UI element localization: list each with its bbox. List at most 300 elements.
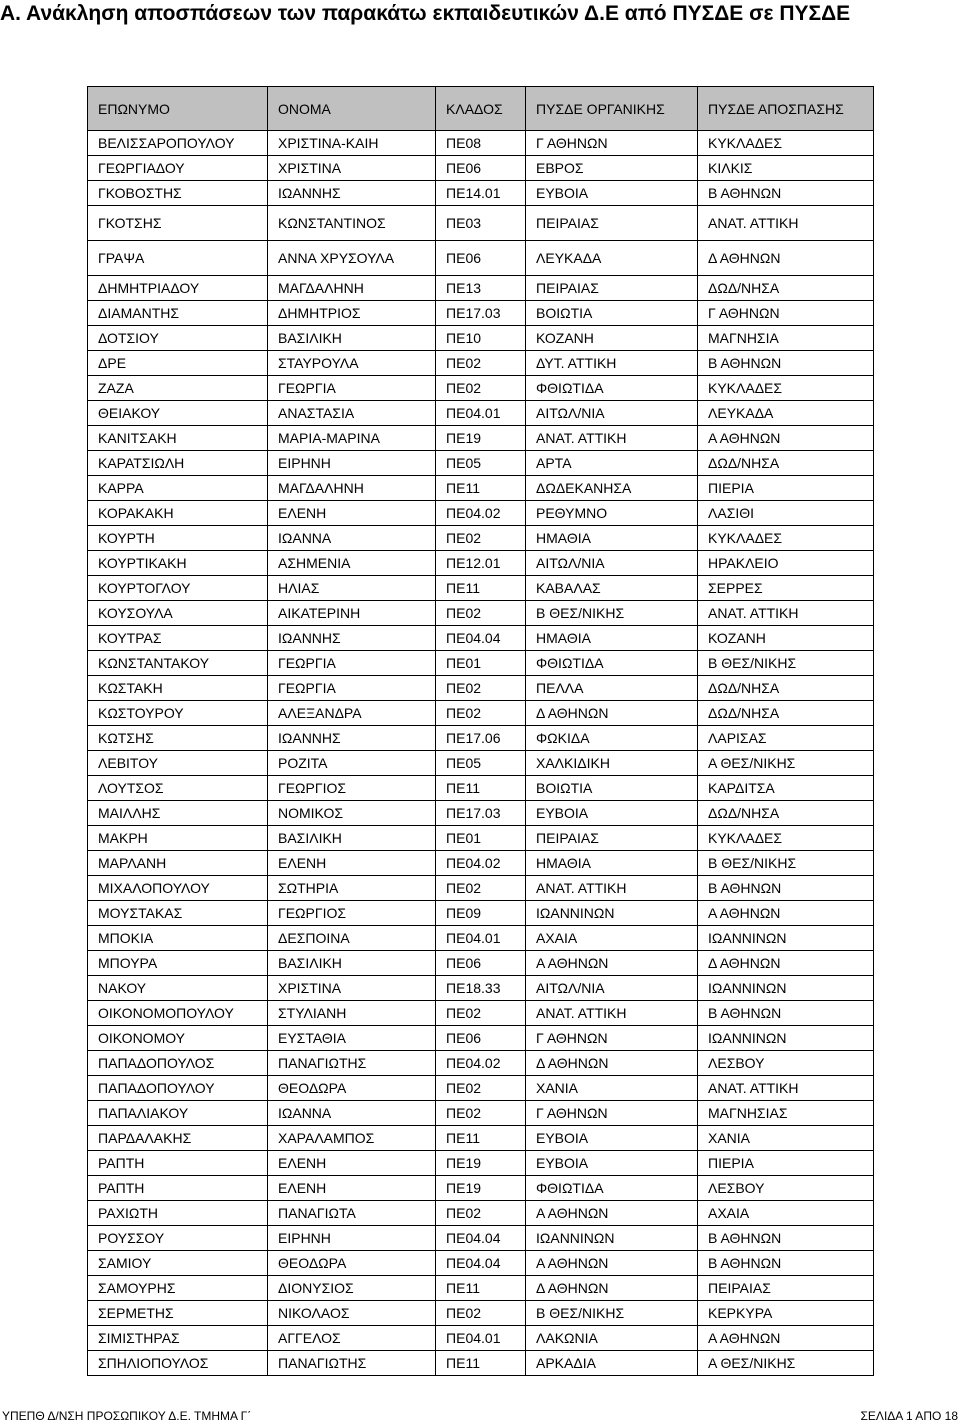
cell-surname: ΚΩΝΣΤΑΝΤΑΚΟΥ — [88, 651, 268, 676]
cell-secondment-council: ΚΥΚΛΑΔΕΣ — [698, 526, 874, 551]
cell-secondment-council: Δ ΑΘΗΝΩΝ — [698, 951, 874, 976]
table-row — [88, 156, 874, 181]
cell-origin-council: ΔΥΤ. ΑΤΤΙΚΗ — [526, 351, 698, 376]
cell-specialty: ΠΕ11 — [436, 1351, 526, 1376]
cell-surname: ΒΕΛΙΣΣΑΡΟΠΟΥΛΟΥ — [88, 131, 268, 156]
cell-secondment-council: ΠΙΕΡΙΑ — [698, 476, 874, 501]
cell-surname: ΚΑΡΑΤΣΙΩΛΗ — [88, 451, 268, 476]
table-row — [88, 976, 874, 1001]
table-row — [88, 726, 874, 751]
cell-secondment-council: ΔΩΔ/ΝΗΣΑ — [698, 801, 874, 826]
cell-first-name: ΠΑΝΑΓΙΩΤΗΣ — [268, 1351, 436, 1376]
cell-secondment-council: ΑΧΑΙΑ — [698, 1201, 874, 1226]
cell-surname: ΚΩΤΣΗΣ — [88, 726, 268, 751]
cell-surname: ΓΚΟΤΣΗΣ — [88, 206, 268, 241]
cell-specialty: ΠΕ06 — [436, 951, 526, 976]
cell-surname: ΜΑΙΛΛΗΣ — [88, 801, 268, 826]
cell-surname: ΛΕΒΙΤΟΥ — [88, 751, 268, 776]
cell-first-name: ΝΟΜΙΚΟΣ — [268, 801, 436, 826]
cell-specialty: ΠΕ06 — [436, 156, 526, 181]
cell-specialty: ΠΕ02 — [436, 1001, 526, 1026]
cell-specialty: ΠΕ04.02 — [436, 1051, 526, 1076]
cell-surname: ΚΩΣΤΟΥΡΟΥ — [88, 701, 268, 726]
cell-first-name: ΣΤΥΛΙΑΝΗ — [268, 1001, 436, 1026]
cell-secondment-council: Δ ΑΘΗΝΩΝ — [698, 241, 874, 276]
cell-origin-council: ΑΡΤΑ — [526, 451, 698, 476]
table-row — [88, 826, 874, 851]
cell-secondment-council: ΚΥΚΛΑΔΕΣ — [698, 131, 874, 156]
cell-origin-council: Δ ΑΘΗΝΩΝ — [526, 701, 698, 726]
cell-specialty: ΠΕ04.01 — [436, 401, 526, 426]
cell-origin-council: ΧΑΝΙΑ — [526, 1076, 698, 1101]
cell-origin-council: ΑΝΑΤ. ΑΤΤΙΚΗ — [526, 876, 698, 901]
cell-secondment-council: Α ΘΕΣ/ΝΙΚΗΣ — [698, 751, 874, 776]
cell-secondment-council: ΑΝΑΤ. ΑΤΤΙΚΗ — [698, 601, 874, 626]
cell-specialty: ΠΕ02 — [436, 376, 526, 401]
cell-origin-council: ΑΝΑΤ. ΑΤΤΙΚΗ — [526, 426, 698, 451]
cell-specialty: ΠΕ09 — [436, 901, 526, 926]
cell-first-name: ΜΑΡΙΑ-ΜΑΡΙΝΑ — [268, 426, 436, 451]
cell-specialty: ΠΕ11 — [436, 476, 526, 501]
cell-secondment-council: ΛΑΡΙΣΑΣ — [698, 726, 874, 751]
cell-surname: ΔΡΕ — [88, 351, 268, 376]
cell-first-name: ΧΑΡΑΛΑΜΠΟΣ — [268, 1126, 436, 1151]
table-row — [88, 401, 874, 426]
cell-specialty: ΠΕ14.01 — [436, 181, 526, 206]
cell-specialty: ΠΕ04.02 — [436, 501, 526, 526]
cell-first-name: ΡΟΖΙΤΑ — [268, 751, 436, 776]
cell-surname: ΜΠΟΥΡΑ — [88, 951, 268, 976]
cell-origin-council: ΒΟΙΩΤΙΑ — [526, 776, 698, 801]
cell-surname: ΔΙΑΜΑΝΤΗΣ — [88, 301, 268, 326]
cell-secondment-council: ΣΕΡΡΕΣ — [698, 576, 874, 601]
cell-first-name: ΑΝΑΣΤΑΣΙΑ — [268, 401, 436, 426]
cell-first-name: ΓΕΩΡΓΙΑ — [268, 676, 436, 701]
cell-specialty: ΠΕ08 — [436, 131, 526, 156]
cell-origin-council: ΕΒΡΟΣ — [526, 156, 698, 181]
cell-origin-council: ΠΕΙΡΑΙΑΣ — [526, 826, 698, 851]
cell-specialty: ΠΕ02 — [436, 676, 526, 701]
cell-specialty: ΠΕ19 — [436, 1176, 526, 1201]
table-row — [88, 651, 874, 676]
table-row — [88, 1126, 874, 1151]
cell-first-name: ΙΩΑΝΝΑ — [268, 526, 436, 551]
cell-surname: ΘΕΙΑΚΟΥ — [88, 401, 268, 426]
cell-first-name: ΜΑΓΔΑΛΗΝΗ — [268, 276, 436, 301]
cell-first-name: ΔΙΟΝΥΣΙΟΣ — [268, 1276, 436, 1301]
cell-first-name: ΧΡΙΣΤΙΝΑ — [268, 156, 436, 181]
cell-origin-council: Β ΘΕΣ/ΝΙΚΗΣ — [526, 1301, 698, 1326]
cell-specialty: ΠΕ06 — [436, 241, 526, 276]
cell-origin-council: ΠΕΛΛΑ — [526, 676, 698, 701]
cell-surname: ΜΙΧΑΛΟΠΟΥΛΟΥ — [88, 876, 268, 901]
cell-specialty: ΠΕ02 — [436, 701, 526, 726]
cell-surname: ΠΑΠΑΛΙΑΚΟΥ — [88, 1101, 268, 1126]
cell-specialty: ΠΕ06 — [436, 1026, 526, 1051]
cell-secondment-council: Β ΑΘΗΝΩΝ — [698, 876, 874, 901]
cell-origin-council: Γ ΑΘΗΝΩΝ — [526, 1101, 698, 1126]
cell-specialty: ΠΕ17.03 — [436, 301, 526, 326]
cell-first-name: ΙΩΑΝΝΑ — [268, 1101, 436, 1126]
cell-surname: ΡΑΠΤΗ — [88, 1176, 268, 1201]
cell-surname: ΓΡΑΨΑ — [88, 241, 268, 276]
cell-specialty: ΠΕ04.01 — [436, 926, 526, 951]
cell-origin-council: ΦΘΙΩΤΙΔΑ — [526, 376, 698, 401]
cell-first-name: ΕΛΕΝΗ — [268, 501, 436, 526]
cell-specialty: ΠΕ19 — [436, 426, 526, 451]
cell-secondment-council: ΧΑΝΙΑ — [698, 1126, 874, 1151]
table-row — [88, 476, 874, 501]
cell-specialty: ΠΕ12.01 — [436, 551, 526, 576]
cell-origin-council: ΦΘΙΩΤΙΔΑ — [526, 1176, 698, 1201]
cell-origin-council: ΕΥΒΟΙΑ — [526, 801, 698, 826]
table-row — [88, 1051, 874, 1076]
cell-secondment-council: ΔΩΔ/ΝΗΣΑ — [698, 276, 874, 301]
table-row — [88, 131, 874, 156]
cell-secondment-council: ΛΕΣΒΟΥ — [698, 1051, 874, 1076]
cell-origin-council: ΡΕΘΥΜΝΟ — [526, 501, 698, 526]
table-row — [88, 951, 874, 976]
cell-surname: ΚΟΥΡΤΗ — [88, 526, 268, 551]
cell-secondment-council: Α ΑΘΗΝΩΝ — [698, 426, 874, 451]
table-row — [88, 501, 874, 526]
table-row — [88, 926, 874, 951]
cell-surname: ΓΕΩΡΓΙΑΔΟΥ — [88, 156, 268, 181]
footer-department: ΥΠΕΠΘ Δ/ΝΣΗ ΠΡΟΣΩΠΙΚΟΥ Δ.Ε. ΤΜΗΜΑ Γ΄ — [2, 1409, 252, 1423]
cell-surname: ΟΙΚΟΝΟΜΟΥ — [88, 1026, 268, 1051]
table-row — [88, 426, 874, 451]
cell-specialty: ΠΕ05 — [436, 451, 526, 476]
cell-secondment-council: ΚΕΡΚΥΡΑ — [698, 1301, 874, 1326]
cell-secondment-council: ΚΟΖΑΝΗ — [698, 626, 874, 651]
cell-specialty: ΠΕ13 — [436, 276, 526, 301]
cell-origin-council: ΑΧΑΙΑ — [526, 926, 698, 951]
cell-origin-council: ΗΜΑΘΙΑ — [526, 626, 698, 651]
cell-origin-council: Α ΑΘΗΝΩΝ — [526, 1251, 698, 1276]
table-row — [88, 701, 874, 726]
cell-first-name: ΜΑΓΔΑΛΗΝΗ — [268, 476, 436, 501]
cell-surname: ΚΩΣΤΑΚΗ — [88, 676, 268, 701]
cell-surname: ΡΑΧΙΩΤΗ — [88, 1201, 268, 1226]
cell-secondment-council: Β ΑΘΗΝΩΝ — [698, 1251, 874, 1276]
cell-specialty: ΠΕ04.04 — [436, 1226, 526, 1251]
cell-secondment-council: Β ΑΘΗΝΩΝ — [698, 181, 874, 206]
cell-first-name: ΑΓΓΕΛΟΣ — [268, 1326, 436, 1351]
cell-specialty: ΠΕ17.06 — [436, 726, 526, 751]
cell-surname: ΣΙΜΙΣΤΗΡΑΣ — [88, 1326, 268, 1351]
cell-secondment-council: ΚΥΚΛΑΔΕΣ — [698, 376, 874, 401]
cell-origin-council: ΠΕΙΡΑΙΑΣ — [526, 206, 698, 241]
cell-origin-council: ΙΩΑΝΝΙΝΩΝ — [526, 901, 698, 926]
cell-first-name: ΧΡΙΣΤΙΝΑ — [268, 976, 436, 1001]
table-row — [88, 241, 874, 276]
cell-first-name: ΕΙΡΗΝΗ — [268, 1226, 436, 1251]
cell-surname: ΜΑΡΛΑΝΗ — [88, 851, 268, 876]
header-origin-council: ΠΥΣΔΕ ΟΡΓΑΝΙΚΗΣ — [526, 87, 698, 131]
cell-surname: ΡΟΥΣΣΟΥ — [88, 1226, 268, 1251]
cell-origin-council: ΦΩΚΙΔΑ — [526, 726, 698, 751]
cell-surname: ΣΠΗΛΙΟΠΟΥΛΟΣ — [88, 1351, 268, 1376]
cell-origin-council: ΑΙΤΩΛ/ΝΙΑ — [526, 551, 698, 576]
header-surname: ΕΠΩΝΥΜΟ — [88, 87, 268, 131]
table-row — [88, 451, 874, 476]
cell-first-name: ΚΩΝΣΤΑΝΤΙΝΟΣ — [268, 206, 436, 241]
footer-page-number: ΣΕΛΙΔΑ 1 ΑΠΟ 18 — [860, 1409, 958, 1423]
cell-secondment-council: ΗΡΑΚΛΕΙΟ — [698, 551, 874, 576]
cell-surname: ΚΑΝΙΤΣΑΚΗ — [88, 426, 268, 451]
cell-secondment-council: ΔΩΔ/ΝΗΣΑ — [698, 701, 874, 726]
table-row — [88, 876, 874, 901]
cell-specialty: ΠΕ02 — [436, 1201, 526, 1226]
cell-specialty: ΠΕ05 — [436, 751, 526, 776]
cell-first-name: ΠΑΝΑΓΙΩΤΗΣ — [268, 1051, 436, 1076]
cell-first-name: ΕΛΕΝΗ — [268, 851, 436, 876]
cell-first-name: ΘΕΟΔΩΡΑ — [268, 1251, 436, 1276]
cell-first-name: ΑΙΚΑΤΕΡΙΝΗ — [268, 601, 436, 626]
cell-secondment-council: ΚΥΚΛΑΔΕΣ — [698, 826, 874, 851]
cell-origin-council: Γ ΑΘΗΝΩΝ — [526, 1026, 698, 1051]
table-row — [88, 676, 874, 701]
cell-first-name: ΕΥΣΤΑΘΙΑ — [268, 1026, 436, 1051]
cell-first-name: ΓΕΩΡΓΙΟΣ — [268, 901, 436, 926]
cell-surname: ΖΑΖΑ — [88, 376, 268, 401]
cell-specialty: ΠΕ01 — [436, 651, 526, 676]
cell-specialty: ΠΕ03 — [436, 206, 526, 241]
table-row — [88, 776, 874, 801]
cell-origin-council: Α ΑΘΗΝΩΝ — [526, 951, 698, 976]
cell-origin-council: ΛΑΚΩΝΙΑ — [526, 1326, 698, 1351]
cell-specialty: ΠΕ02 — [436, 601, 526, 626]
cell-origin-council: ΙΩΑΝΝΙΝΩΝ — [526, 1226, 698, 1251]
table-row — [88, 1251, 874, 1276]
cell-specialty: ΠΕ02 — [436, 1301, 526, 1326]
cell-surname: ΠΑΠΑΔΟΠΟΥΛΟΣ — [88, 1051, 268, 1076]
cell-surname: ΣΕΡΜΕΤΗΣ — [88, 1301, 268, 1326]
cell-surname: ΜΠΟΚΙΑ — [88, 926, 268, 951]
cell-surname: ΟΙΚΟΝΟΜΟΠΟΥΛΟΥ — [88, 1001, 268, 1026]
cell-secondment-council: Β ΑΘΗΝΩΝ — [698, 1001, 874, 1026]
cell-specialty: ΠΕ11 — [436, 1126, 526, 1151]
cell-secondment-council: ΜΑΓΝΗΣΙΑΣ — [698, 1101, 874, 1126]
cell-secondment-council: ΠΙΕΡΙΑ — [698, 1151, 874, 1176]
cell-first-name: ΑΛΕΞΑΝΔΡΑ — [268, 701, 436, 726]
table-row — [88, 1226, 874, 1251]
table-row — [88, 601, 874, 626]
cell-specialty: ΠΕ04.04 — [436, 1251, 526, 1276]
cell-surname: ΔΟΤΣΙΟΥ — [88, 326, 268, 351]
cell-secondment-council: ΛΑΣΙΘΙ — [698, 501, 874, 526]
cell-origin-council: ΗΜΑΘΙΑ — [526, 526, 698, 551]
header-specialty: ΚΛΑΔΟΣ — [436, 87, 526, 131]
table-row — [88, 351, 874, 376]
table-row — [88, 851, 874, 876]
cell-surname: ΚΟΡΑΚΑΚΗ — [88, 501, 268, 526]
header-secondment-council: ΠΥΣΔΕ ΑΠΟΣΠΑΣΗΣ — [698, 87, 874, 131]
cell-first-name: ΕΛΕΝΗ — [268, 1176, 436, 1201]
cell-surname: ΠΑΠΑΔΟΠΟΥΛΟΥ — [88, 1076, 268, 1101]
cell-first-name: ΑΝΝΑ ΧΡΥΣΟΥΛΑ — [268, 241, 436, 276]
cell-first-name: ΕΛΕΝΗ — [268, 1151, 436, 1176]
cell-origin-council: ΕΥΒΟΙΑ — [526, 181, 698, 206]
cell-surname: ΓΚΟΒΟΣΤΗΣ — [88, 181, 268, 206]
cell-first-name: ΕΙΡΗΝΗ — [268, 451, 436, 476]
cell-origin-council: ΠΕΙΡΑΙΑΣ — [526, 276, 698, 301]
cell-first-name: ΙΩΑΝΝΗΣ — [268, 726, 436, 751]
cell-first-name: ΗΛΙΑΣ — [268, 576, 436, 601]
cell-surname: ΚΟΥΤΡΑΣ — [88, 626, 268, 651]
cell-surname: ΣΑΜΙΟΥ — [88, 1251, 268, 1276]
cell-origin-council: Δ ΑΘΗΝΩΝ — [526, 1051, 698, 1076]
cell-origin-council: ΑΝΑΤ. ΑΤΤΙΚΗ — [526, 1001, 698, 1026]
cell-surname: ΡΑΠΤΗ — [88, 1151, 268, 1176]
cell-first-name: ΒΑΣΙΛΙΚΗ — [268, 951, 436, 976]
cell-surname: ΜΟΥΣΤΑΚΑΣ — [88, 901, 268, 926]
cell-specialty: ΠΕ11 — [436, 576, 526, 601]
cell-specialty: ΠΕ11 — [436, 1276, 526, 1301]
cell-first-name: ΒΑΣΙΛΙΚΗ — [268, 326, 436, 351]
cell-secondment-council: ΚΑΡΔΙΤΣΑ — [698, 776, 874, 801]
cell-secondment-council: Α ΑΘΗΝΩΝ — [698, 901, 874, 926]
cell-specialty: ΠΕ04.04 — [436, 626, 526, 651]
page-footer — [0, 1408, 960, 1424]
cell-first-name: ΘΕΟΔΩΡΑ — [268, 1076, 436, 1101]
table-row — [88, 181, 874, 206]
transfer-table — [87, 86, 874, 1376]
cell-specialty: ΠΕ01 — [436, 826, 526, 851]
cell-first-name: ΠΑΝΑΓΙΩΤΑ — [268, 1201, 436, 1226]
cell-first-name: ΔΗΜΗΤΡΙΟΣ — [268, 301, 436, 326]
table-row — [88, 1101, 874, 1126]
table-body — [88, 131, 874, 1376]
cell-specialty: ΠΕ02 — [436, 1076, 526, 1101]
table-row — [88, 376, 874, 401]
table-row — [88, 301, 874, 326]
cell-secondment-council: ΔΩΔ/ΝΗΣΑ — [698, 676, 874, 701]
cell-secondment-council: ΛΕΥΚΑΔΑ — [698, 401, 874, 426]
cell-secondment-council: Γ ΑΘΗΝΩΝ — [698, 301, 874, 326]
cell-specialty: ΠΕ10 — [436, 326, 526, 351]
cell-first-name: ΓΕΩΡΓΙΑ — [268, 651, 436, 676]
cell-origin-council: ΑΙΤΩΛ/ΝΙΑ — [526, 401, 698, 426]
cell-first-name: ΔΕΣΠΟΙΝΑ — [268, 926, 436, 951]
table-row — [88, 901, 874, 926]
cell-secondment-council: ΙΩΑΝΝΙΝΩΝ — [698, 976, 874, 1001]
table-row — [88, 551, 874, 576]
table-row — [88, 1326, 874, 1351]
cell-origin-council: ΕΥΒΟΙΑ — [526, 1126, 698, 1151]
cell-origin-council: ΚΑΒΑΛΑΣ — [526, 576, 698, 601]
cell-origin-council: ΔΩΔΕΚΑΝΗΣΑ — [526, 476, 698, 501]
cell-secondment-council: ΑΝΑΤ. ΑΤΤΙΚΗ — [698, 1076, 874, 1101]
cell-secondment-council: ΔΩΔ/ΝΗΣΑ — [698, 451, 874, 476]
cell-specialty: ΠΕ18.33 — [436, 976, 526, 1001]
cell-origin-council: Γ ΑΘΗΝΩΝ — [526, 131, 698, 156]
cell-secondment-council: Α ΘΕΣ/ΝΙΚΗΣ — [698, 1351, 874, 1376]
cell-surname: ΔΗΜΗΤΡΙΑΔΟΥ — [88, 276, 268, 301]
table-row — [88, 576, 874, 601]
cell-secondment-council: ΑΝΑΤ. ΑΤΤΙΚΗ — [698, 206, 874, 241]
cell-specialty: ΠΕ02 — [436, 526, 526, 551]
cell-origin-council: ΑΡΚΑΔΙΑ — [526, 1351, 698, 1376]
cell-surname: ΚΑΡΡΑ — [88, 476, 268, 501]
cell-origin-council: ΒΟΙΩΤΙΑ — [526, 301, 698, 326]
cell-surname: ΚΟΥΡΤΙΚΑΚΗ — [88, 551, 268, 576]
header-first-name: ΟΝΟΜΑ — [268, 87, 436, 131]
cell-first-name: ΧΡΙΣΤΙΝΑ-ΚΑΙΗ — [268, 131, 436, 156]
cell-secondment-council: Β ΘΕΣ/ΝΙΚΗΣ — [698, 651, 874, 676]
cell-first-name: ΙΩΑΝΝΗΣ — [268, 181, 436, 206]
cell-secondment-council: ΙΩΑΝΝΙΝΩΝ — [698, 926, 874, 951]
table-row — [88, 1076, 874, 1101]
table-row — [88, 1276, 874, 1301]
cell-specialty: ΠΕ04.02 — [436, 851, 526, 876]
cell-origin-council: Α ΑΘΗΝΩΝ — [526, 1201, 698, 1226]
cell-first-name: ΣΩΤΗΡΙΑ — [268, 876, 436, 901]
cell-origin-council: ΗΜΑΘΙΑ — [526, 851, 698, 876]
cell-surname: ΜΑΚΡΗ — [88, 826, 268, 851]
table-row — [88, 751, 874, 776]
cell-surname: ΝΑΚΟΥ — [88, 976, 268, 1001]
cell-specialty: ΠΕ02 — [436, 1101, 526, 1126]
cell-secondment-council: Β ΑΘΗΝΩΝ — [698, 1226, 874, 1251]
cell-origin-council: ΛΕΥΚΑΔΑ — [526, 241, 698, 276]
cell-origin-council: ΕΥΒΟΙΑ — [526, 1151, 698, 1176]
page-title: Α. Ανάκληση αποσπάσεων των παρακάτω εκπαιδευτικών Δ.Ε από ΠΥΣΔΕ σε ΠΥΣΔΕ — [0, 2, 851, 25]
cell-origin-council: ΑΙΤΩΛ/ΝΙΑ — [526, 976, 698, 1001]
cell-first-name: ΓΕΩΡΓΙΟΣ — [268, 776, 436, 801]
cell-surname: ΛΟΥΤΣΟΣ — [88, 776, 268, 801]
table-row — [88, 626, 874, 651]
table-row — [88, 1001, 874, 1026]
cell-secondment-council: Α ΑΘΗΝΩΝ — [698, 1326, 874, 1351]
cell-secondment-council: ΜΑΓΝΗΣΙΑ — [698, 326, 874, 351]
cell-specialty: ΠΕ04.01 — [436, 1326, 526, 1351]
table-row — [88, 1026, 874, 1051]
cell-specialty: ΠΕ19 — [436, 1151, 526, 1176]
cell-first-name: ΓΕΩΡΓΙΑ — [268, 376, 436, 401]
cell-specialty: ΠΕ11 — [436, 776, 526, 801]
cell-secondment-council: ΙΩΑΝΝΙΝΩΝ — [698, 1026, 874, 1051]
cell-origin-council: Β ΘΕΣ/ΝΙΚΗΣ — [526, 601, 698, 626]
table-header-row — [88, 87, 874, 131]
table-row — [88, 326, 874, 351]
cell-first-name: ΑΣΗΜΕΝΙΑ — [268, 551, 436, 576]
table-row — [88, 1301, 874, 1326]
cell-specialty: ΠΕ17.03 — [436, 801, 526, 826]
cell-surname: ΚΟΥΡΤΟΓΛΟΥ — [88, 576, 268, 601]
cell-secondment-council: Β ΘΕΣ/ΝΙΚΗΣ — [698, 851, 874, 876]
table-row — [88, 276, 874, 301]
table-row — [88, 1201, 874, 1226]
cell-secondment-council: ΚΙΛΚΙΣ — [698, 156, 874, 181]
table-row — [88, 206, 874, 241]
table-row — [88, 1151, 874, 1176]
cell-origin-council: Δ ΑΘΗΝΩΝ — [526, 1276, 698, 1301]
cell-origin-council: ΦΘΙΩΤΙΔΑ — [526, 651, 698, 676]
cell-first-name: ΒΑΣΙΛΙΚΗ — [268, 826, 436, 851]
cell-origin-council: ΧΑΛΚΙΔΙΚΗ — [526, 751, 698, 776]
cell-first-name: ΝΙΚΟΛΑΟΣ — [268, 1301, 436, 1326]
cell-secondment-council: ΠΕΙΡΑΙΑΣ — [698, 1276, 874, 1301]
table-row — [88, 1176, 874, 1201]
table-row — [88, 1351, 874, 1376]
cell-first-name: ΣΤΑΥΡΟΥΛΑ — [268, 351, 436, 376]
cell-specialty: ΠΕ02 — [436, 351, 526, 376]
cell-surname: ΚΟΥΣΟΥΛΑ — [88, 601, 268, 626]
table-row — [88, 801, 874, 826]
cell-secondment-council: Β ΑΘΗΝΩΝ — [698, 351, 874, 376]
cell-origin-council: ΚΟΖΑΝΗ — [526, 326, 698, 351]
